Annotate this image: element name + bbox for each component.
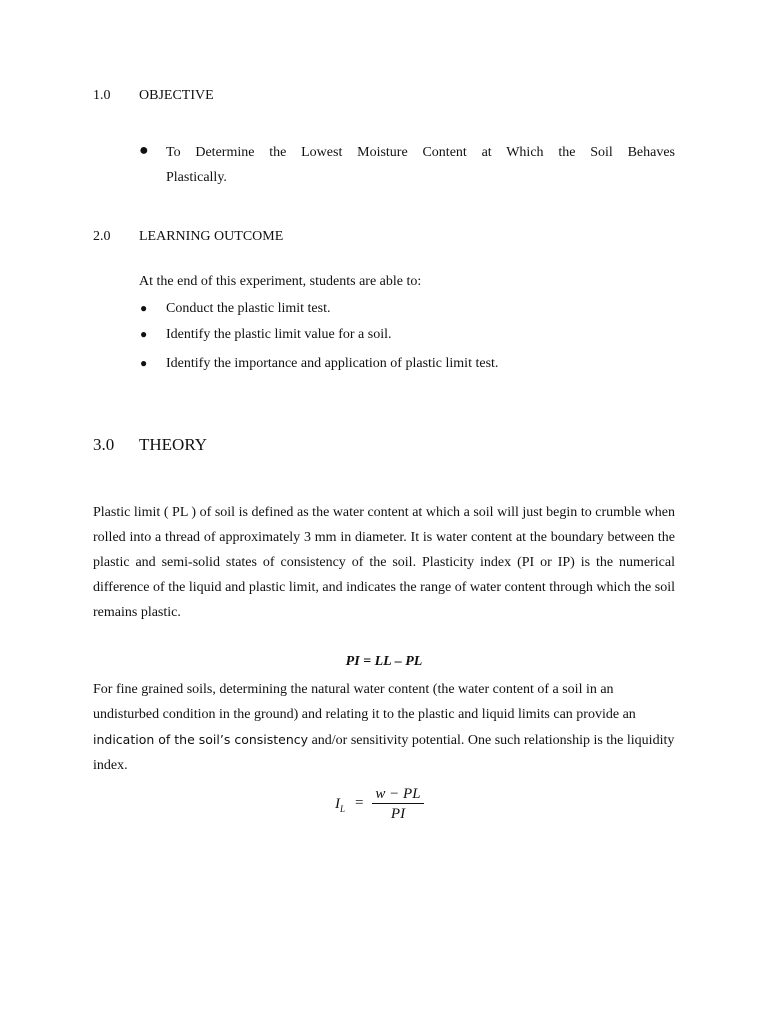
plasticity-index-equation: PI = LL – PL (345, 654, 423, 669)
equals-sign: = (355, 795, 364, 811)
bullet-icon: ● (140, 356, 148, 370)
liquidity-index-subscript: L (340, 804, 346, 814)
section-1-number: 1.0 (93, 88, 111, 103)
learning-outcome-item: Identify the plastic limit value for a soil. (166, 327, 392, 342)
liquidity-index-symbol (335, 796, 345, 814)
liquidity-index-letter: I (335, 796, 340, 812)
section-1-heading: OBJECTIVE (139, 88, 214, 103)
fraction-numerator: w − PL (375, 786, 421, 802)
fraction-bar (372, 803, 424, 804)
learning-outcome-item: Conduct the plastic limit test. (166, 301, 331, 316)
theory-paragraph-1: Plastic limit ( PL ) of soil is defined as the water content at which a soil will just begin to crumble when rolled into a thread of approximately 3 mm in diameter. It is water content at the boundary between the plastic and semi-solid states of consistency of the soil. Plasticity index (PI or IP) is the numerical difference of the liquid and plastic limit, and indicates the range of water content through which the soil remains plastic. (93, 505, 675, 620)
section-3-heading: THEORY (139, 435, 207, 454)
objective-line-2: Plastically. (166, 170, 227, 185)
theory-paragraph-2 (93, 677, 675, 778)
section-2-number: 2.0 (93, 229, 111, 244)
fraction-denominator: PI (390, 806, 406, 822)
objective-line-1: To Determine the Lowest Moisture Content at Which the Soil Behaves (166, 145, 675, 160)
bullet-icon: ● (139, 142, 149, 159)
theory-paragraph-2-text: For fine grained soils, determining the natural water content (the water content of a soil in an undisturbed condition in the ground) and relating it to the plastic and liquid limits can provide an (93, 682, 636, 722)
section-2-heading: LEARNING OUTCOME (139, 229, 284, 244)
learning-outcome-intro: At the end of this experiment, students are able to: (139, 274, 422, 289)
bullet-icon: ● (140, 301, 148, 315)
learning-outcome-item: Identify the importance and application of plastic limit test. (166, 356, 499, 371)
theory-paragraph-2-sans-text: indication of the soil’s consistency (93, 732, 309, 747)
theory-paragraph-2-text: and/or sensitivity potential. One such relationship is the liquidity index. (93, 733, 675, 773)
section-3-number: 3.0 (93, 435, 115, 454)
bullet-icon: ● (140, 327, 148, 341)
